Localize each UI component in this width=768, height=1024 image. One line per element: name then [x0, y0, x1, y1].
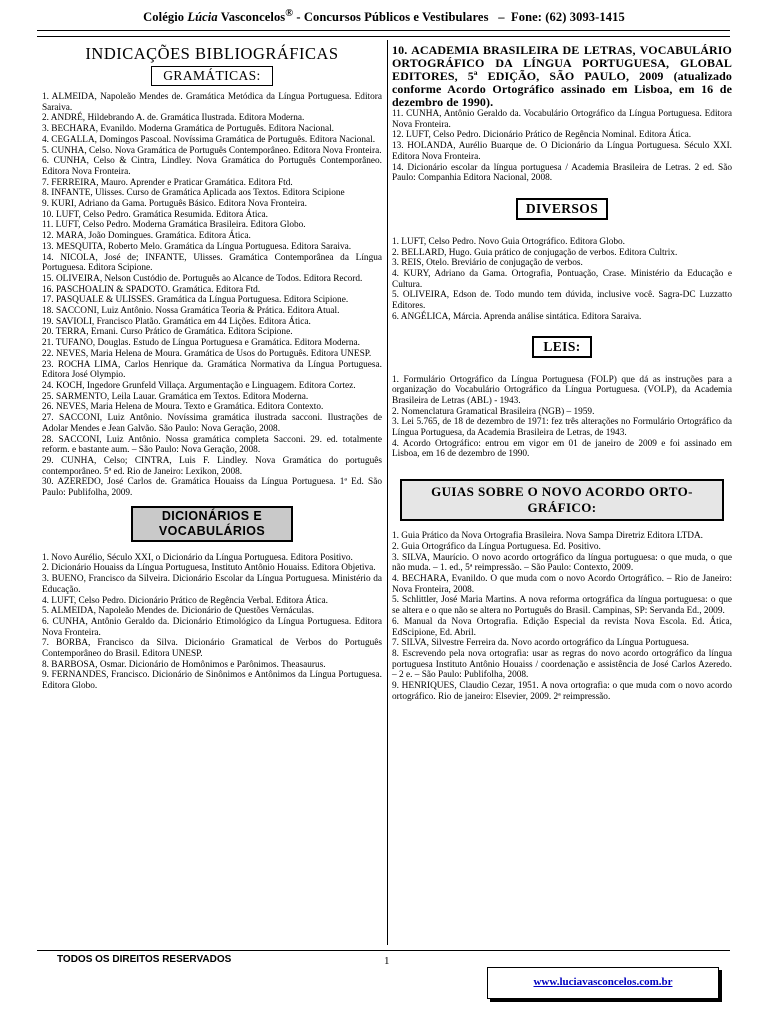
gramatica-entry: 18. SACCONI, Luiz Antônio. Nossa Gramática Teoria & Prática. Editora Atual. — [42, 306, 340, 317]
diversos-entry: 5. OLIVEIRA, Edson de. Todo mundo tem dúvida, inclusive você. Sagra-DC Luzzatto Editores. — [392, 290, 732, 312]
gramatica-entry: 11. LUFT, Celso Pedro. Moderna Gramática Brasileira. Editora Globo. — [42, 220, 306, 231]
gramatica-entry: 10. LUFT, Celso Pedro. Gramática Resumida. Editora Ática. — [42, 209, 268, 220]
gramatica-entry: 16. PASCHOALIN & SPADOTO. Gramática. Editora Ftd. — [42, 284, 261, 295]
header-school-c: Vasconcelos — [217, 10, 286, 25]
diversos-entry: 4. KURY, Adriano da Gama. Ortografia, Pontuação, Crase. Ministério da Educação e Cultura. — [392, 269, 732, 290]
dicionario-entry: 14. Dicionário escolar da língua portuguesa / Academia Brasileira de Letras. 2 ed. São Paulo: Companhia Editora Nacional, 2008. — [392, 162, 732, 184]
gramatica-entry: 13. MESQUITA, Roberto Melo. Gramática da Língua Portuguesa. Editora Saraiva. — [42, 241, 352, 252]
dicionario-entry: 8. BARBOSA, Osmar. Dicionário de Homônimos e Parônimos. Theasaurus. — [42, 659, 326, 670]
dicionario-entry: 3. BUENO, Francisco da Silveira. Dicionário Escolar da Língua Portuguesa. Ministério da Educação. — [42, 574, 382, 595]
registered-mark: ® — [285, 8, 294, 19]
lei-entry: 4. Acordo Ortográfico: entrou em vigor em 01 de janeiro de 2009 e foi assinado em Lisboa, em 16 de dezembro de 1990. — [392, 438, 732, 460]
dicionarios-heading-line1: DICIONÁRIOS E — [161, 508, 263, 523]
lei-entry: 3. Lei 5.765, de 18 de dezembro de 1971: fez três alterações no Formulário Ortográfico da Língua Portuguesa, da Academia Brasileira de Letras, de 1943. — [392, 417, 732, 439]
leis-heading: LEIS: — [532, 336, 592, 358]
gramatica-entry: 28. SACCONI, Luiz Antônio. Nossa gramática completa Sacconi. 29. ed. totalmente reform. e bastante aum. – São Paulo: Nova Geração, 2008. — [42, 434, 382, 456]
right-column — [392, 40, 732, 702]
footer-rule — [37, 950, 730, 951]
diversos-heading: DIVERSOS — [516, 198, 608, 220]
dicionario-entry: 9. FERNANDES, Francisco. Dicionário de Sinônimos e Antônimos da Língua Portuguesa. Editora Globo. — [42, 670, 382, 692]
gramatica-entry: 26. NEVES, Maria Helena de Moura. Texto e Gramática. Editora Contexto. — [42, 402, 324, 413]
gramaticas-heading: GRAMÁTICAS: — [151, 66, 273, 86]
gramatica-entry: 14. NICOLA, José de; INFANTE, Ulisses. Gramática Contemporânea da Língua Portuguesa. Editora Scipione. — [42, 252, 382, 274]
gramaticas-list — [42, 92, 382, 499]
guia-entry: 2. Guia Ortográfico da Língua Portuguesa. Ed. Positivo. — [392, 541, 601, 552]
guias-heading-line2: GRÁFICO: — [527, 500, 597, 516]
page-number: 1 — [384, 955, 390, 967]
gramatica-entry: 30. AZEREDO, José Carlos de. Gramática Houaiss da Língua Portuguesa. 1ª Ed. São Paulo: Publifolha, 2009. — [42, 477, 382, 499]
dicionario-entry: 6. CUNHA, Antônio Geraldo da. Dicionário Etimológico da Língua Portuguesa. Editora Nova Fronteira. — [42, 616, 382, 638]
page-title: INDICAÇÕES BIBLIOGRÁFICAS — [85, 44, 339, 63]
header-school-a: Colégio — [143, 10, 188, 25]
left-column — [42, 40, 382, 692]
header-rule-top — [37, 30, 730, 31]
header-rest: - Concursos Públicos e Vestibulares – Fone: (62) 3093-1415 — [293, 10, 625, 25]
dicionario-entry: 12. LUFT, Celso Pedro. Dicionário Prático de Regência Nominal. Editora Ática. — [392, 130, 692, 141]
gramatica-entry: 2. ANDRÉ, Hildebrando A. de. Gramática Ilustrada. Editora Moderna. — [42, 113, 305, 124]
diversos-entry: 6. ANGÉLICA, Márcia. Aprenda análise sintática. Editora Saraiva. — [392, 311, 642, 322]
dicionarios-continued-list — [392, 109, 732, 184]
gramatica-entry: 12. MARA, João Domingues. Gramática. Editora Ática. — [42, 231, 251, 242]
gramatica-entry: 23. ROCHA LIMA, Carlos Henrique da. Gramática Normativa da Língua Portuguesa. Editora José Olympio. — [42, 359, 382, 381]
page-header — [0, 8, 768, 25]
website-box — [487, 967, 719, 999]
gramatica-entry: 5. CUNHA, Celso. Nova Gramática de Português Contemporâneo. Editora Nova Fronteira. — [42, 145, 382, 156]
gramatica-entry: 27. SACCONI, Luiz Antônio. Novíssima gramática ilustrada sacconi. Ilustrações de Adolar Mendes e Jean Galvão. São Paulo: Nova Geração, 2008. — [42, 413, 382, 434]
guia-entry: 6. Manual da Nova Ortografia. Edição Especial da revista Nova Escola. Ed. Ática, EdScipione, Ed. Abril. — [392, 616, 732, 638]
academia-entry: 10. ACADEMIA BRASILEIRA DE LETRAS, VOCABULÁRIO ORTOGRÁFICO DA LÍNGUA PORTUGUESA, GLOBAL EDITORES, 5ª EDIÇÃO, SÃO PAULO, 2009 (atualizado conforme Acordo Ortográfico assinado em Lisboa, em 16 de dezembro de 1990). — [392, 43, 732, 109]
dicionario-entry: 11. CUNHA, Antônio Geraldo da. Vocabulário Ortográfico da Língua Portuguesa. Editora Nova Fronteira. — [392, 109, 732, 130]
guia-entry: 5. Schlittler, José Maria Martins. A nova reforma ortográfica da língua portuguesa: o que se altera e o que não se altera no Português do Brasil. Campinas, SP: Servanda Ed., 2009. — [392, 595, 732, 617]
diversos-entry: 1. LUFT, Celso Pedro. Novo Guia Ortográfico. Editora Globo. — [392, 236, 625, 247]
dicionario-entry: 7. BORBA, Francisco da Silva. Dicionário Gramatical de Verbos do Português Contemporâneo do Brasil. Editora UNESP. — [42, 638, 382, 660]
header-school-b: Lúcia — [187, 10, 218, 25]
dicionarios-heading-line2: VOCABULÁRIOS — [158, 523, 266, 538]
gramatica-entry: 6. CUNHA, Celso & Cintra, Lindley. Nova Gramática do Português Contemporâneo. Editora Nova Fronteira. — [42, 156, 382, 177]
guia-entry: 8. Escrevendo pela nova ortografia: usar as regras do novo acordo ortográfico da língua portuguesa Instituto Antônio Houaiss / coordenação e assistência de José Carlos Azeredo. – 2 e. – São Paulo: Publifolha, 2008. — [392, 648, 732, 681]
gramatica-entry: 17. PASQUALE & ULISSES. Gramática da Língua Portuguesa. Editora Scipione. — [42, 295, 349, 306]
lei-entry: 1. Formulário Ortográfico da Língua Portuguesa (FOLP) que dá as instruções para a organização do Vocabulário Ortográfico da Língua Portuguesa. (VOLP), da Academia Brasileira de Letras (ABL) - 1943. — [392, 374, 732, 406]
dicionario-entry: 2. Dicionário Houaiss da Língua Portuguesa, Instituto Antônio Houaiss. Editora Objetiva. — [42, 563, 376, 574]
rights-reserved: TODOS OS DIREITOS RESERVADOS — [57, 954, 232, 965]
dicionarios-heading — [131, 506, 293, 542]
gramatica-entry: 4. CEGALLA, Domingos Pascoal. Novíssima Gramática de Português. Editora Nacional. — [42, 134, 376, 145]
gramatica-entry: 24. KOCH, Ingedore Grunfeld Villaça. Argumentação e Linguagem. Editora Cortez. — [42, 380, 356, 391]
guia-entry: 1. Guia Prático da Nova Ortografia Brasileira. Nova Sampa Diretriz Editora LTDA. — [392, 531, 704, 542]
gramatica-entry: 8. INFANTE, Ulisses. Curso de Gramática Aplicada aos Textos. Editora Scipione — [42, 188, 345, 199]
diversos-list — [392, 237, 732, 323]
guias-list — [392, 531, 732, 702]
dicionario-entry: 13. HOLANDA, Aurélio Buarque de. O Dicionário da Língua Portuguesa. Século XXI. Editora Nova Fronteira. — [392, 141, 732, 162]
gramatica-entry: 25. SARMENTO, Leila Lauar. Gramática em Textos. Editora Moderna. — [42, 391, 309, 402]
guia-entry: 9. HENRIQUES, Claudio Cezar, 1951. A nova ortografia: o que muda com o novo acordo ortográfico. Rio de janeiro: Elsevier, 2009. 2ª reimpressão. — [392, 681, 732, 702]
gramatica-entry: 21. TUFANO, Douglas. Estudo de Língua Portuguesa e Gramática. Editora Moderna. — [42, 338, 361, 349]
guias-heading-line1: GUIAS SOBRE O NOVO ACORDO ORTO- — [431, 484, 693, 500]
dicionario-entry: 4. LUFT, Celso Pedro. Dicionário Prático de Regência Verbal. Editora Ática. — [42, 595, 328, 606]
leis-list — [392, 375, 732, 461]
gramatica-entry: 9. KURI, Adriano da Gama. Português Básico. Editora Nova Fronteira. — [42, 199, 307, 210]
gramatica-entry: 22. NEVES, Maria Helena de Moura. Gramática de Usos do Português. Editora UNESP. — [42, 348, 372, 359]
gramatica-entry: 29. CUNHA, Celso; CINTRA, Luis F. Lindley. Nova Gramática do português contemporâneo. 5ª ed. Rio de Janeiro: Lexikon, 2008. — [42, 455, 382, 477]
guias-heading — [400, 479, 724, 521]
gramatica-entry: 20. TERRA, Ernani. Curso Prático de Gramática. Editora Scipione. — [42, 327, 293, 338]
header-rule-bottom — [37, 36, 730, 37]
column-divider — [387, 40, 388, 945]
dicionario-entry: 5. ALMEIDA, Napoleão Mendes de. Dicionário de Questões Vernáculas. — [42, 606, 314, 617]
gramatica-entry: 7. FERREIRA, Mauro. Aprender e Praticar Gramática. Editora Ftd. — [42, 177, 293, 188]
diversos-entry: 3. REIS, Otelo. Breviário de conjugação de verbos. — [392, 258, 583, 269]
dicionarios-list — [42, 553, 382, 692]
dicionario-entry: 1. Novo Aurélio, Século XXI, o Dicionário da Língua Portuguesa. Editora Positivo. — [42, 552, 353, 563]
gramatica-entry: 15. OLIVEIRA, Nelson Custódio de. Português ao Alcance de Todos. Editora Record. — [42, 273, 363, 284]
guia-entry: 4. BECHARA, Evanildo. O que muda com o novo Acordo Ortográfico. – Rio de Janeiro: Nova Fronteira, 2008. — [392, 573, 732, 595]
gramatica-entry: 3. BECHARA, Evanildo. Moderna Gramática de Português. Editora Nacional. — [42, 124, 335, 135]
lei-entry: 2. Nomenclatura Gramatical Brasileira (NGB) – 1959. — [392, 406, 595, 417]
diversos-entry: 2. BELLARD, Hugo. Guia prático de conjugação de verbos. Editora Cultrix. — [392, 247, 678, 258]
website-link[interactable]: www.luciavasconcelos.com.br — [533, 976, 673, 988]
gramatica-entry: 19. SAVIOLI, Francisco Platão. Gramática em 44 Lições. Editora Ática. — [42, 316, 311, 327]
gramatica-entry: 1. ALMEIDA, Napoleão Mendes de. Gramática Metódica da Língua Portuguesa. Editora Saraiva. — [42, 92, 382, 113]
guia-entry: 3. SILVA, Maurício. O novo acordo ortográfico da língua portuguesa: o que muda, o que não muda. – 1. ed., 5ª reimpressão. – São Paulo: Contexto, 2009. — [392, 552, 732, 574]
guia-entry: 7. SILVA, Silvestre Ferreira da. Novo acordo ortográfico da Língua Portuguesa. — [392, 638, 689, 649]
